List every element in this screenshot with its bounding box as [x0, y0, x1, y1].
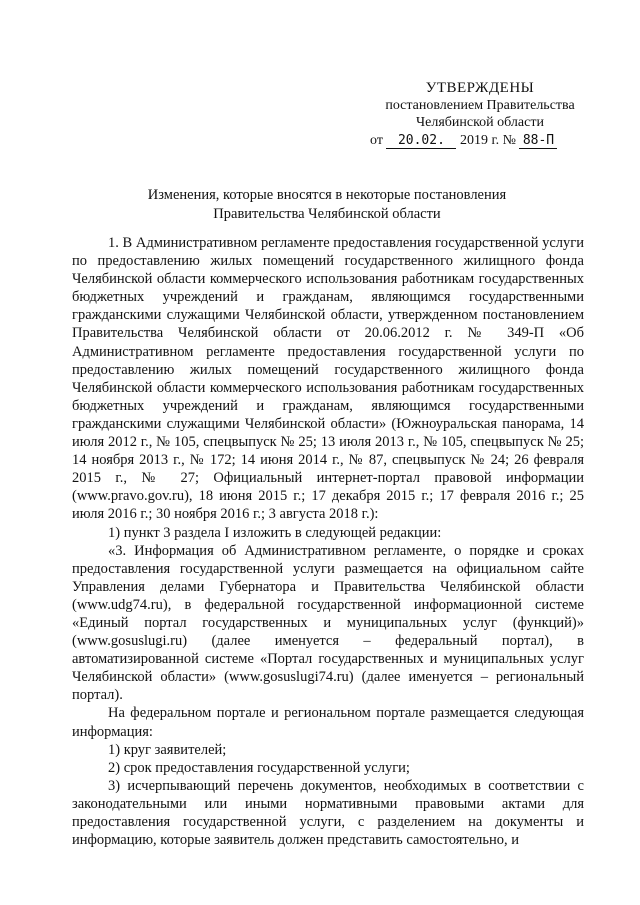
document-heading: [72, 186, 582, 224]
approval-line-2: Челябинской области: [416, 115, 544, 130]
approval-date: 20.02.: [386, 133, 456, 149]
approval-stamp: [360, 80, 600, 149]
paragraph: 1) пункт 3 раздела I изложить в следующей редакции:: [108, 524, 442, 541]
approval-number: 88-П: [519, 133, 557, 149]
approval-prefix: от: [370, 133, 383, 148]
approval-year: 2019 г. №: [459, 133, 516, 148]
paragraph: На федеральном портале и региональном портале размещается следующая информация:: [72, 705, 584, 740]
paragraph: 2) срок предоставления государственной услуги;: [108, 759, 410, 776]
paragraph: 1) круг заявителей;: [108, 741, 227, 758]
paragraph: 1. В Административном регламенте предоставления государственной услуги по предоставлению жилых помещений государственного жилищного фонда Челябинской области коммерческого использования работникам государственных бюджетных учреждений и гражданам, являющимся государственными гражданскими служащими Челябинской области, утвержденном постановлением Правительства Челябинской области от 20.06.2012 г. № 349-П «Об Административном регламенте предоставления государственной услуги по предоставлению жилых помещений государственного жилищного фонда Челябинской области коммерческого использования работникам государственных бюджетных учреждений и гражданам, являющимся государственными гражданскими служащими Челябинской области» (Южноуральская панорама, 14 июля 2012 г., № 105, спецвыпуск № 25; 13 июля 2013 г., № 105, спецвыпуск № 25; 14 ноября 2013 г., № 172; 14 июня 2014 г., № 87, спецвыпуск № 24; 26 февраля 2015 г., № 27; Официальный интернет-портал правовой информации (www.pravo.gov.ru), 18 июня 2015 г.; 17 декабря 2015 г.; 17 февраля 2016 г.; 25 июля 2016 г.; 30 ноября 2016 г.; 3 августа 2018 г.):: [72, 235, 584, 523]
approval-line-1: постановлением Правительства: [385, 98, 575, 113]
heading-line-1: Изменения, которые вносятся в некоторые постановления: [147, 187, 507, 203]
approval-date-line: [360, 132, 600, 149]
paragraph: «3. Информация об Административном регламенте, о порядке и сроках предоставления государственной услуги размещается на официальном сайте Управления делами Губернатора и Правительства Челябинской области (www.udg74.ru), в федеральной государственной информационной системе «Единый портал государственных и муниципальных услуг (функций)» (www.gosuslugi.ru) (далее именуется – федеральный портал), в автоматизированной системе «Портал государственных и муниципальных услуг Челябинской области» (www.gosuslugi74.ru) (далее именуется – региональный портал).: [72, 542, 584, 704]
heading-line-2: Правительства Челябинской области: [213, 206, 441, 222]
document-body: [72, 234, 584, 849]
paragraph: 3) исчерпывающий перечень документов, необходимых в соответствии с законодательными или иными нормативными правовыми актами для предоставления государственной услуги, с разделением на документы и информацию, которые заявитель должен представить самостоятельно, и: [72, 777, 584, 849]
approval-title: УТВЕРЖДЕНЫ: [425, 80, 535, 96]
